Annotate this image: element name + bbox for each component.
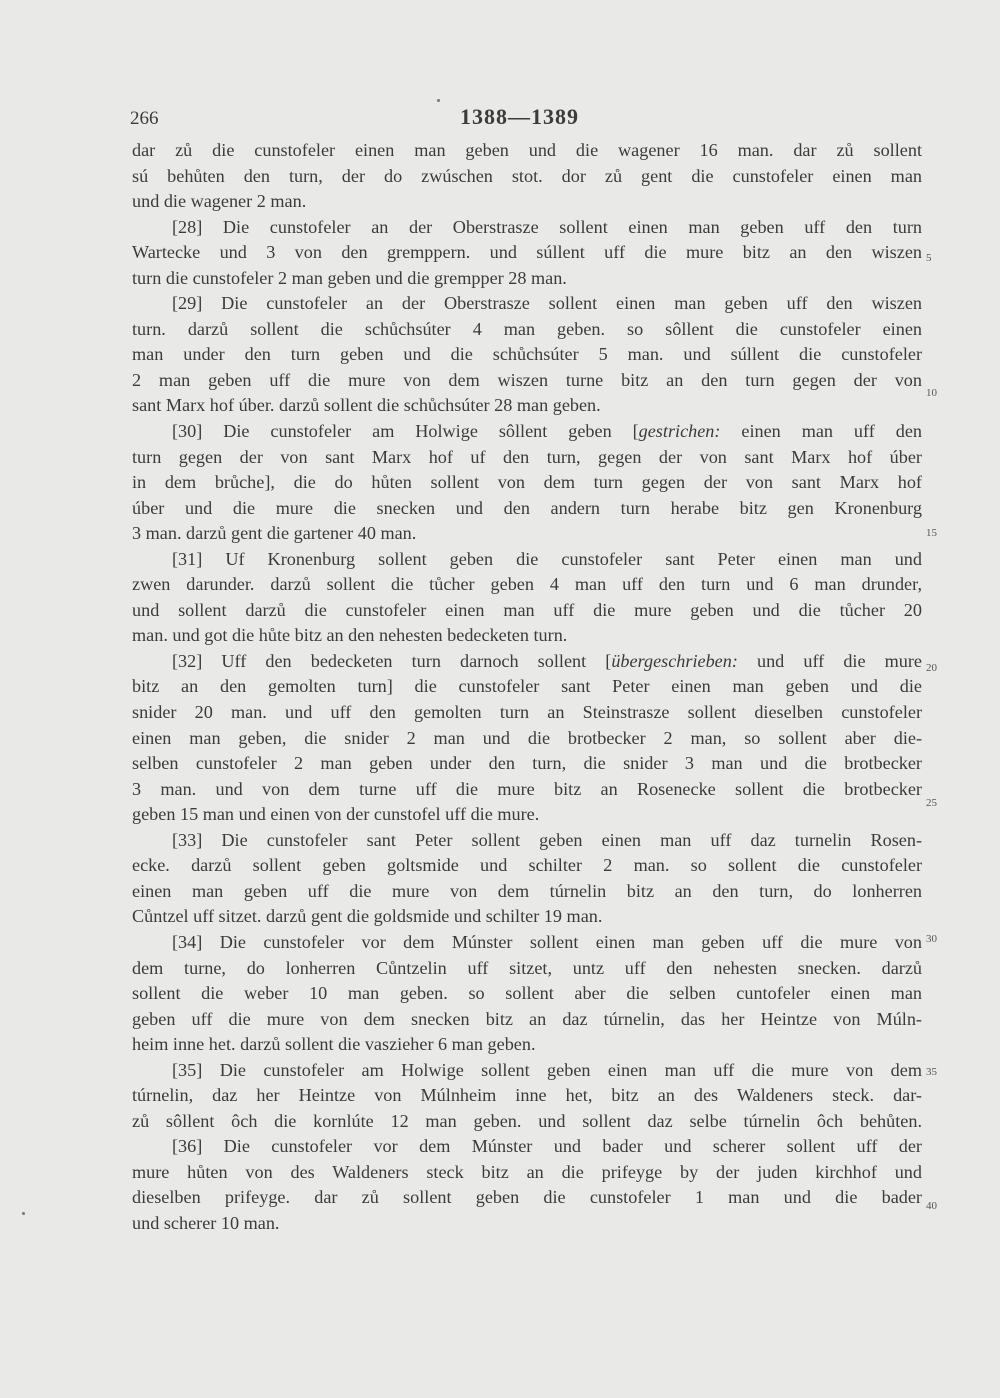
editorial-note: übergeschrieben: — [611, 650, 738, 671]
text-line: [29] Die cunstofeler an der Oberstrasze sollent einen man geben uff den wiszen — [172, 293, 922, 314]
text-segment: und uff die mure — [737, 650, 923, 671]
page-number: 266 — [130, 108, 159, 129]
text-line: geben uff die mure von dem snecken bitz an daz túrnelin, das her Heintze von Múln- — [132, 1008, 922, 1029]
text-line: [36] Die cunstofeler vor dem Múnster und bader und scherer sollent uff der — [172, 1136, 922, 1157]
text-line: in dem brůche], die do hůten sollent von dem turn gegen der von sant Marx hof — [132, 472, 922, 493]
text-line: túrnelin, daz her Heintze von Múlnheim inne het, bitz an des Waldeners steck. dar- — [132, 1085, 922, 1106]
text-line: mure hůten von des Waldeners steck bitz an die prifeyge by der juden kirchhof und — [132, 1161, 922, 1182]
text-line: Cůntzel uff sitzet. darzů gent die goldsmide und schilter 19 man. — [132, 906, 603, 927]
margin-line-number: 30 — [926, 933, 937, 945]
text-line: turn. darzů sollent die schůchsúter 4 man geben. so sôllent die cunstofeler einen — [132, 318, 922, 339]
text-line: man under den turn geben und die schůchsúter 5 man. und súllent die cunstofeler — [132, 344, 922, 365]
margin-line-number: 5 — [926, 252, 932, 264]
text-line: 2 man geben uff die mure von dem wiszen turne bitz an den turn gegen der von — [132, 369, 922, 390]
text-line: dar zů die cunstofeler einen man geben und die wagener 16 man. dar zů sollent — [132, 140, 922, 160]
text-line: turn gegen der von sant Marx hof uf den turn, gegen der von sant Marx hof úber — [132, 446, 922, 467]
text-line: snider 20 man. und uff den gemolten turn an Steinstrasze sollent dieselben cunstofeler — [132, 702, 922, 723]
text-line: und sollent darzů die cunstofeler einen man uff die mure geben und die tůcher 20 — [132, 599, 922, 620]
margin-line-number: 35 — [926, 1066, 937, 1078]
text-line: dieselben prifeyge. dar zů sollent geben die cunstofeler 1 man und die bader — [132, 1187, 922, 1208]
text-line: selben cunstofeler 2 man geben under den turn, die snider 3 man und die brotbecker — [132, 753, 922, 774]
text-line: dem turne, do lonherren Cůntzelin uff sitzet, untz uff den nehesten snecken. darzů — [132, 957, 922, 978]
text-line: [35] Die cunstofeler am Holwige sollent geben einen man uff die mure von dem — [172, 1059, 922, 1080]
text-segment: [32] Uff den bedecketen turn darnoch sollent [ — [172, 650, 612, 671]
text-line: einen man geben uff die mure von dem túrnelin bitz an den turn, do lonherren — [132, 880, 922, 901]
text-segment: einen man uff den — [720, 421, 922, 442]
body-text — [132, 138, 922, 1237]
paper-speck — [437, 99, 440, 102]
text-line: [31] Uf Kronenburg sollent geben die cunstofeler sant Peter einen man und — [172, 548, 922, 569]
text-line: zwen darunder. darzů sollent die tůcher geben 4 man uff den turn und 6 man drunder, — [132, 574, 922, 595]
paper-speck — [22, 1212, 25, 1215]
margin-line-number: 20 — [926, 662, 937, 674]
text-line: 3 man. und von dem turne uff die mure bitz an Rosenecke sollent die brotbecker — [132, 778, 922, 799]
text-line: Wartecke und 3 von den gremppern. und súllent uff die mure bitz an den wiszen — [132, 242, 922, 263]
editorial-note: gestrichen: — [638, 421, 721, 442]
text-line: ecke. darzů sollent geben goltsmide und schilter 2 man. so sollent die cunstofeler — [132, 855, 922, 876]
text-line — [132, 419, 922, 445]
text-line: bitz an den gemolten turn] die cunstofeler sant Peter einen man geben und die — [132, 676, 922, 697]
margin-line-number: 25 — [926, 797, 937, 809]
page-title: 1388—1389 — [460, 104, 579, 129]
text-line: 3 man. darzů gent die gartener 40 man. — [132, 523, 417, 544]
text-segment: [30] Die cunstofeler am Holwige sôllent geben [ — [172, 421, 639, 442]
text-line: [34] Die cunstofeler vor dem Múnster sollent einen man geben uff die mure von — [172, 931, 922, 952]
margin-line-number: 15 — [926, 527, 937, 539]
text-line: úber und die mure die snecken und den andern turn herabe bitz gen Kronenburg — [132, 497, 922, 518]
margin-line-number: 10 — [926, 387, 937, 399]
text-line: sollent die weber 10 man geben. so sollent aber die selben cuntofeler einen man — [132, 983, 922, 1004]
text-line: [28] Die cunstofeler an der Oberstrasze sollent einen man geben uff den turn — [172, 216, 922, 237]
margin-line-number: 40 — [926, 1200, 937, 1212]
text-line: sant Marx hof úber. darzů sollent die schůchsúter 28 man geben. — [132, 395, 601, 416]
text-line: heim inne het. darzů sollent die vaszieher 6 man geben. — [132, 1034, 536, 1055]
text-line: einen man geben, die snider 2 man und die brotbecker 2 man, so sollent aber die- — [132, 727, 922, 748]
text-line: [33] Die cunstofeler sant Peter sollent geben einen man uff daz turnelin Rosen- — [172, 829, 922, 850]
text-line: sú behůten den turn, der do zwúschen stot. dor zů gent die cunstofeler einen man — [132, 165, 922, 186]
text-line — [132, 649, 922, 675]
text-line: turn die cunstofeler 2 man geben und die grempper 28 man. — [132, 267, 567, 288]
text-line: und die wagener 2 man. — [132, 191, 307, 212]
page-header — [130, 104, 920, 136]
text-line: zů sôllent ôch die kornlúte 12 man geben. und sollent daz selbe túrnelin ôch behůten. — [132, 1110, 922, 1131]
text-line: und scherer 10 man. — [132, 1212, 280, 1233]
text-line: man. und got die hůte bitz an den nehesten bedecketen turn. — [132, 625, 568, 646]
text-line: geben 15 man und einen von der cunstofel uff die mure. — [132, 804, 540, 825]
